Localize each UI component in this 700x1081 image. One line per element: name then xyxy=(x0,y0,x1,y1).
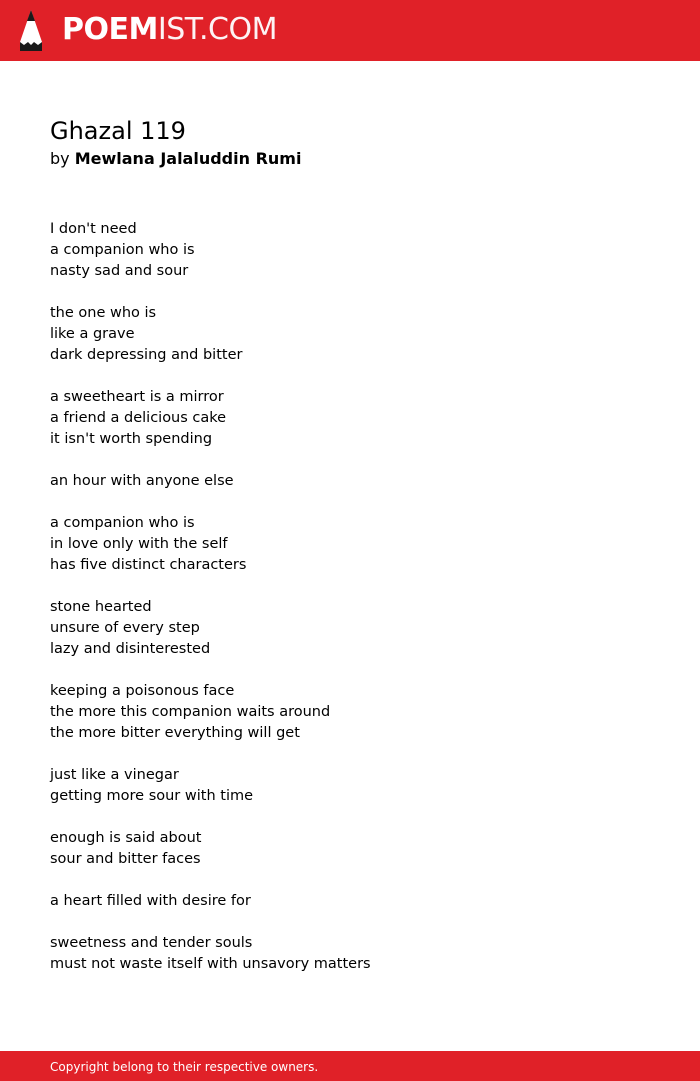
poem-line: nasty sad and sour xyxy=(50,263,189,279)
poem-line: the more this companion waits around xyxy=(50,704,331,720)
logo-wordmark-bold: POEM xyxy=(62,12,158,47)
poem-line: has five distinct characters xyxy=(50,557,247,573)
stanza xyxy=(50,387,650,450)
poem-line: I don't need xyxy=(50,221,137,237)
stanza xyxy=(50,597,650,660)
poem-line: like a grave xyxy=(50,326,135,342)
poem-line: a sweetheart is a mirror xyxy=(50,389,224,405)
poem-line: sour and bitter faces xyxy=(50,851,201,867)
logo-wordmark-light: IST.COM xyxy=(157,12,277,47)
stanza xyxy=(50,513,650,576)
stanza xyxy=(50,933,650,975)
stanza xyxy=(50,303,650,366)
poem-line: enough is said about xyxy=(50,830,202,846)
poem-line: getting more sour with time xyxy=(50,788,254,804)
stanza xyxy=(50,828,650,870)
stanza xyxy=(50,891,650,912)
site-logo[interactable] xyxy=(62,12,277,48)
poem-byline xyxy=(50,148,301,170)
poem-body xyxy=(50,219,650,996)
poem-line: the more bitter everything will get xyxy=(50,725,300,741)
poem-line: dark depressing and bitter xyxy=(50,347,243,363)
poem-line: in love only with the self xyxy=(50,536,228,552)
poem-line: a heart filled with desire for xyxy=(50,893,251,909)
poem-title: Ghazal 119 xyxy=(50,117,186,145)
poem-line: lazy and disinterested xyxy=(50,641,211,657)
poem-line: just like a vinegar xyxy=(50,767,179,783)
stanza xyxy=(50,471,650,492)
poem-line: a friend a delicious cake xyxy=(50,410,227,426)
stanza xyxy=(50,219,650,282)
poem-line: a companion who is xyxy=(50,242,195,258)
poem-line: unsure of every step xyxy=(50,620,200,636)
poem-line: keeping a poisonous face xyxy=(50,683,235,699)
poem-line: an hour with anyone else xyxy=(50,473,234,489)
site-footer xyxy=(0,1051,700,1081)
stanza xyxy=(50,681,650,744)
poem-line: a companion who is xyxy=(50,515,195,531)
poem-line: must not waste itself with unsavory matters xyxy=(50,956,371,972)
poem-line: the one who is xyxy=(50,305,157,321)
copyright-notice: Copyright belong to their respective owners. xyxy=(50,1060,319,1074)
author-name: Mewlana Jalaluddin Rumi xyxy=(74,149,302,168)
by-label: by xyxy=(50,149,70,168)
poem-line: sweetness and tender souls xyxy=(50,935,253,951)
poem-line: it isn't worth spending xyxy=(50,431,213,447)
pencil-nib-icon[interactable] xyxy=(18,9,44,52)
stanza xyxy=(50,765,650,807)
site-header xyxy=(0,0,700,61)
poem-line: stone hearted xyxy=(50,599,152,615)
